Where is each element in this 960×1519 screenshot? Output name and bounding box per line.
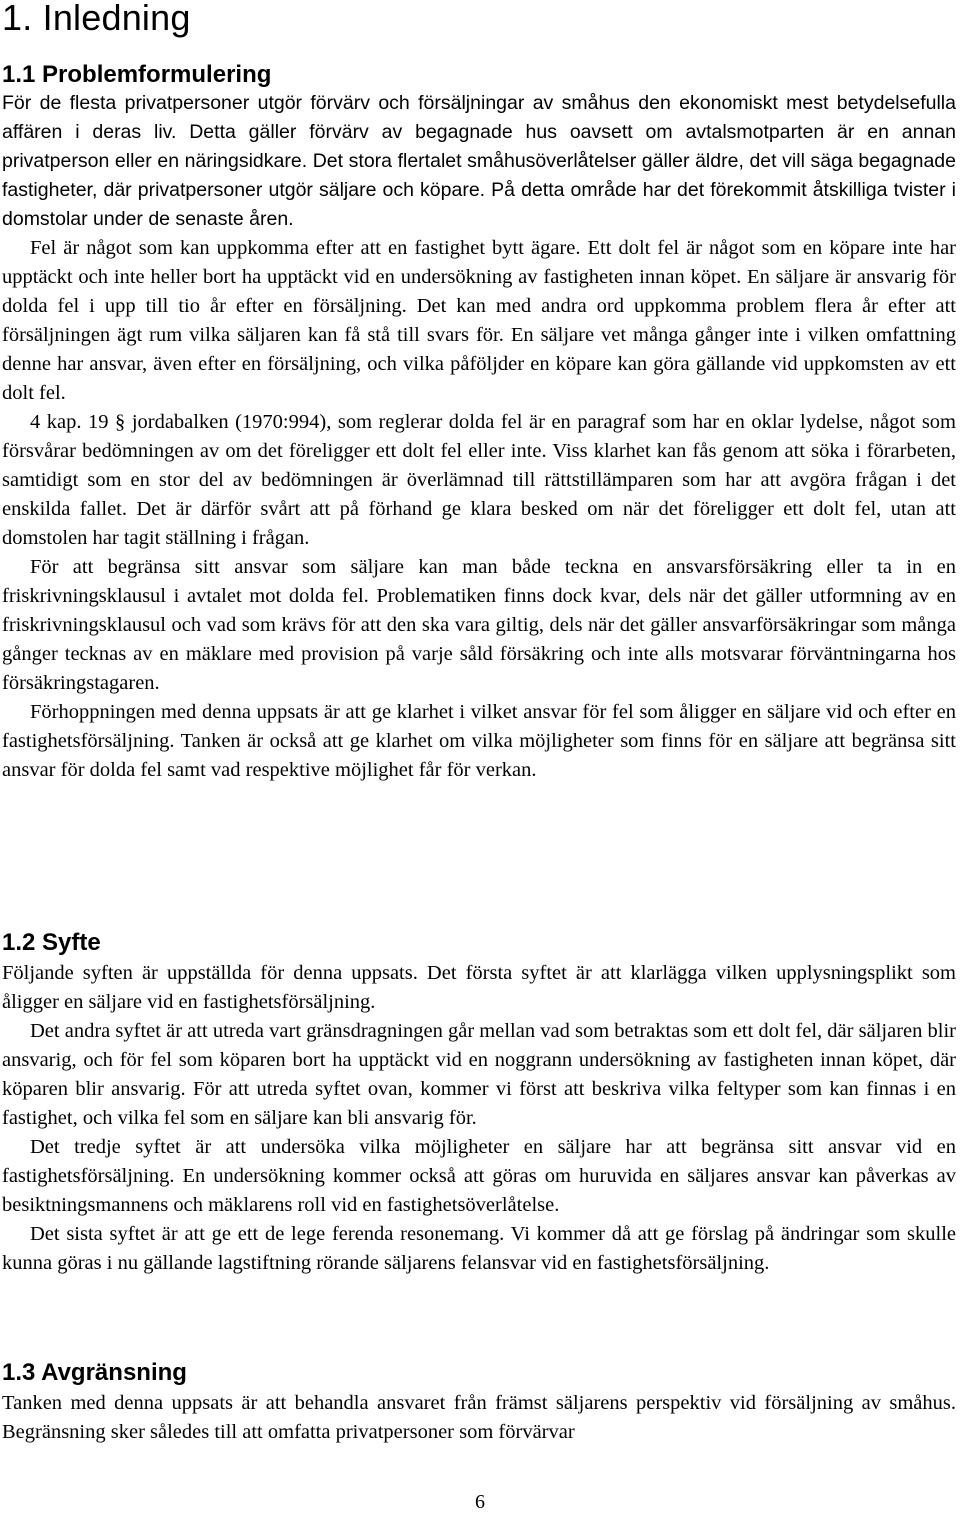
paragraph: Förhoppningen med denna uppsats är att ge klarhet i vilket ansvar för fel som åligger en säljare vid och efter en fastighetsförsäljning. Tanken är också att ge klarhet om vilka möjligheter som finns för en säljare att begränsa sitt ansvar för dolda fel samt vad respektive möjlighet får för verkan.: [2, 701, 956, 781]
paragraph: Det sista syftet är att ge ett de lege ferenda resonemang. Vi kommer då att ge förslag på ändringar som skulle kunna göras i nu gällande lagstiftning rörande säljarens felansvar vid en fastighetsförsäljning.: [2, 1223, 956, 1274]
chapter-title: 1. Inledning: [2, 0, 191, 38]
section-heading-syfte: 1.2 Syfte: [2, 929, 101, 956]
paragraph: Fel är något som kan uppkomma efter att en fastighet bytt ägare. Ett dolt fel är något som en köpare inte har upptäckt och inte heller bort ha upptäckt vid en undersökning av fastigheten innan köpet. En säljare är ansvarig för dolda fel i upp till tio år efter en försäljning. Det kan med andra ord uppkomma problem flera år efter att försäljningen ägt rum vilka säljaren kan få stå till svars för. En säljare vet många gånger inte i vilken omfattning denne har ansvar, även efter en försäljning, och vilka påföljder en köpare kan göra gällande vid uppkomsten av ett dolt fel.: [2, 237, 956, 404]
section-heading-problemformulering: 1.1 Problemformulering: [2, 61, 272, 88]
section-heading-avgransning: 1.3 Avgränsning: [2, 1359, 187, 1386]
paragraph: Det tredje syftet är att undersöka vilka möjligheter en säljare har att begränsa sitt ansvar vid en fastighetsförsäljning. En undersökning kommer också att göras om huruvida en säljares ansvar kan påverkas av besiktningsmannens och mäklarens roll vid en fastighetsöverlåtelse.: [2, 1136, 956, 1216]
paragraph: För att begränsa sitt ansvar som säljare kan man både teckna en ansvarsförsäkring eller ta in en friskrivningsklausul i avtalet mot dolda fel. Problematiken finns dock kvar, dels när det gäller utformning av en friskrivningsklausul och vad som krävs för att den ska vara giltig, dels när det gäller ansvarförsäkringar som många gånger tecknas av en mäklare med provision på varje såld försäkring och inte alls motsvarar förväntningarna hos försäkringstagaren.: [2, 556, 956, 694]
paragraph: Tanken med denna uppsats är att behandla ansvaret från främst säljarens perspektiv vid försäljning av småhus. Begränsning sker således till att omfatta privatpersoner som förvärvar: [2, 1392, 956, 1443]
section-body-problemformulering: [2, 89, 956, 785]
intro-paragraph: För de flesta privatpersoner utgör förvärv och försäljningar av småhus den ekonomiskt mest betydelsefulla affären i deras liv. Detta gäller förvärv av begagnade hus oavsett om avtalsmotparten är en annan privatperson eller en näringsidkare. Det stora flertalet småhusöverlåtelser gäller äldre, det vill säga begagnade fastigheter, där privatpersoner utgör säljare och köpare. På detta område har det förekommit åtskilliga tvister i domstolar under de senaste åren.: [2, 92, 956, 230]
paragraph: Det andra syftet är att utreda vart gränsdragningen går mellan vad som betraktas som ett dolt fel, där säljaren blir ansvarig, och för fel som köparen bort ha upptäckt vid en noggrann undersökning av fastigheten innan köpet, där köparen blir ansvarig. För att utreda syftet ovan, kommer vi först att beskriva vilka feltyper som kan finnas i en fastighet, och vilka fel som en säljare kan bli ansvarig för.: [2, 1020, 956, 1129]
section-body-avgransning: [2, 1389, 956, 1447]
page-number: 6: [475, 1491, 485, 1513]
paragraph: Följande syften är uppställda för denna uppsats. Det första syftet är att klarlägga vilken upplysningsplikt som åligger en säljare vid en fastighetsförsäljning.: [2, 962, 956, 1013]
section-body-syfte: [2, 959, 956, 1278]
paragraph: 4 kap. 19 § jordabalken (1970:994), som reglerar dolda fel är en paragraf som har en oklar lydelse, något som försvårar bedömningen av om det föreligger ett dolt fel eller inte. Viss klarhet kan fås genom att söka i förarbeten, samtidigt som en stor del av bedömningen är överlämnad till rättstillämparen som har att avgöra frågan i det enskilda fallet. Det är därför svårt att på förhand ge klara besked om när det föreligger ett dolt fel, utan att domstolen har tagit ställning i frågan.: [2, 411, 956, 549]
